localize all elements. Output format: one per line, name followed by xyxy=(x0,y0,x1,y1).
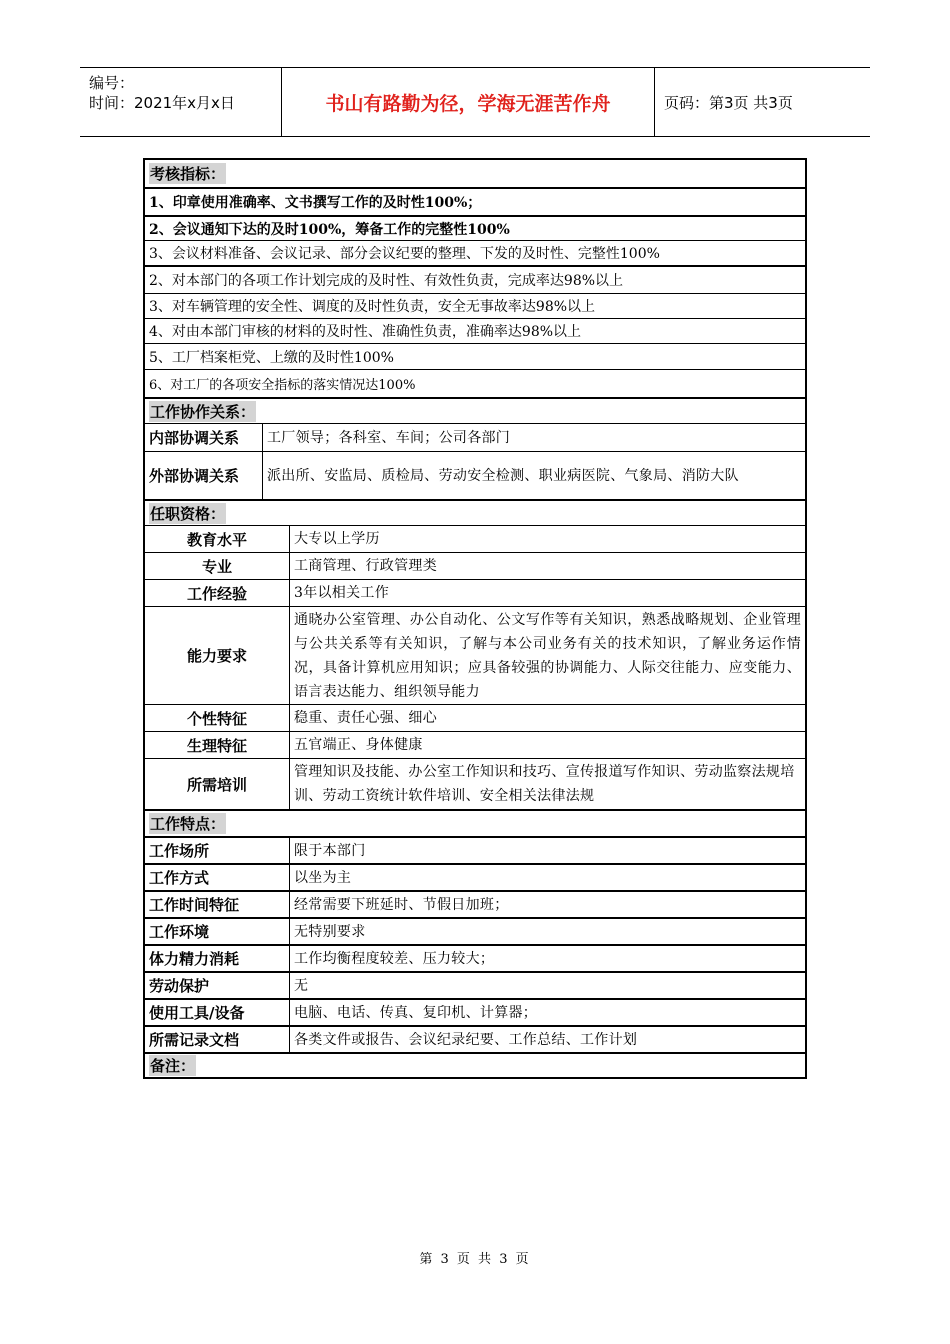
qualifications-section-header xyxy=(145,499,805,525)
relations-title: 工作协作关系： xyxy=(150,402,256,421)
assessment-title: 考核指标： xyxy=(150,165,226,183)
page-number-label: 页码：第3页 共3页 xyxy=(664,93,793,112)
assessment-item: 4、对由本部门审核的材料的及时性、准确性负责，准确率达98%以上 xyxy=(145,318,805,343)
page-header xyxy=(80,67,870,137)
feature-row: 工作时间特征 经常需要下班延时、节假日加班； xyxy=(145,890,805,917)
qualification-row: 工作经验 3年以相关工作 xyxy=(145,579,805,606)
job-description-table xyxy=(143,158,807,1079)
assessment-item: 3、对车辆管理的安全性、调度的及时性负责，安全无事故率达98%以上 xyxy=(145,293,805,318)
external-relations-label: 外部协调关系 xyxy=(145,452,263,499)
external-relations-value: 派出所、安监局、质检局、劳动安全检测、职业病医院、气象局、消防大队 xyxy=(267,467,739,484)
page-footer: 第 3 页 共 3 页 xyxy=(419,1252,531,1267)
feature-row: 工作场所 限于本部门 xyxy=(145,836,805,863)
header-motto: 书山有路勤为径，学海无涯苦作舟 xyxy=(282,68,655,136)
relations-section-header xyxy=(145,397,805,423)
time-label: 时间：2021年x月x日 xyxy=(89,94,235,112)
number-label: 编号： xyxy=(89,74,135,92)
features-section-header xyxy=(145,809,805,836)
feature-row: 工作环境 无特别要求 xyxy=(145,917,805,944)
qualification-row: 教育水平 大专以上学历 xyxy=(145,525,805,552)
assessment-item: 6、对工厂的各项安全指标的落实情况达100% xyxy=(145,369,805,397)
internal-relations-value: 工厂领导；各科室、车间；公司各部门 xyxy=(267,429,511,446)
feature-row: 体力精力消耗 工作均衡程度较差、压力较大； xyxy=(145,944,805,971)
assessment-section-header xyxy=(145,160,805,187)
qualification-row: 专业 工商管理、行政管理类 xyxy=(145,552,805,579)
assessment-item: 1、印章使用准确率、文书撰写工作的及时性100%； xyxy=(145,187,805,215)
internal-relations-label: 内部协调关系 xyxy=(145,424,263,451)
qualification-row: 所需培训 管理知识及技能、办公室工作知识和技巧、宣传报道写作知识、劳动监察法规培训、劳动工资统计软件培训、安全相关法律法规 xyxy=(145,758,805,809)
feature-row: 劳动保护 无 xyxy=(145,971,805,998)
assessment-item: 5、工厂档案柜党、上缴的及时性100% xyxy=(145,343,805,369)
features-title: 工作特点： xyxy=(150,815,226,833)
assessment-item: 3、会议材料准备、会议记录、部分会议纪要的整理、下发的及时性、完整性100% xyxy=(145,240,805,265)
external-relations-row xyxy=(145,451,805,499)
notes-title: 备注： xyxy=(150,1057,196,1075)
qualification-row: 生理特征 五官端正、身体健康 xyxy=(145,731,805,758)
qualification-row: 个性特征 稳重、责任心强、细心 xyxy=(145,704,805,731)
feature-row: 工作方式 以坐为主 xyxy=(145,863,805,890)
qualification-row: 能力要求 通晓办公室管理、办公自动化、公文写作等有关知识，熟悉战略规划、企业管理与公共关系等有关知识，了解与本公司业务有关的技术知识，了解业务运作情况，具备计算机应用知识；应具备较强的协调能力、人际交往能力、应变能力、语言表达能力、组织领导能力 xyxy=(145,606,805,704)
header-meta xyxy=(80,68,282,136)
assessment-item: 2、会议通知下达的及时100%，筹备工作的完整性100% xyxy=(145,215,805,240)
internal-relations-row xyxy=(145,423,805,451)
feature-row: 所需记录文档 各类文件或报告、会议纪录纪要、工作总结、工作计划 xyxy=(145,1025,805,1052)
notes-section-header xyxy=(145,1052,805,1077)
assessment-item: 2、对本部门的各项工作计划完成的及时性、有效性负责，完成率达98%以上 xyxy=(145,265,805,293)
feature-row: 使用工具/设备 电脑、电话、传真、复印机、计算器； xyxy=(145,998,805,1025)
qualifications-title: 任职资格： xyxy=(150,504,226,523)
